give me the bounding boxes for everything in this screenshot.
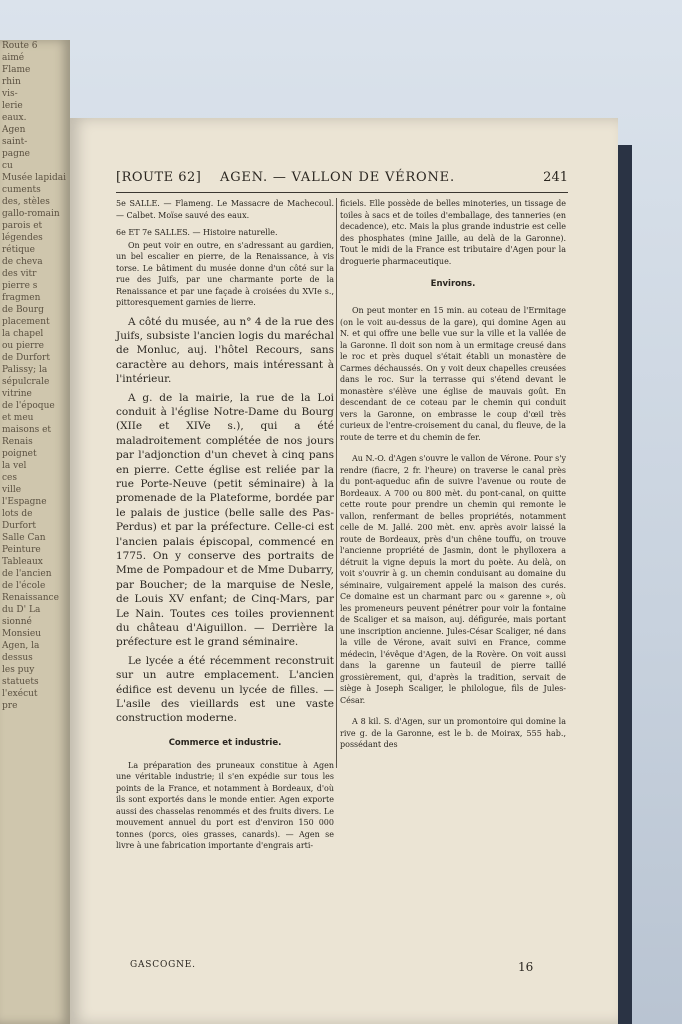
left-page-fragment: de Durfort <box>2 353 50 363</box>
left-page-fragment: rétique <box>2 245 36 255</box>
column-divider <box>336 198 337 768</box>
left-page-fragment: légendes <box>2 233 43 243</box>
left-page-fragment: lots de <box>2 509 33 519</box>
left-page <box>0 40 70 1024</box>
paragraph: ficiels. Elle possède de belles minoteries, un tissage de toiles à sacs et de toiles d'emballage, des tanneries (en decadence), etc. Mais la plus grande industrie est celle des phosphates (mine Jaille, au delà de la Garonne). Tout le midi de la France est tributaire d'Agen pour la droguerie pharmaceutique. <box>340 199 566 266</box>
paragraph: On peut monter en 15 min. au coteau de l'Ermitage (on le voit au-dessus de la gare), qui domine Agen au N. et qui offre une belle vue sur la ville et la vallée de la Garonne. Il doit son nom à un ermitage creusé dans le roc et près duquel s'était établi un monastère de Carmes déchaussés. On y voit deux chapelles creusées dans le roc. Sur la terrasse qui s'étend devant le monastère s'élève une église de mauvais goût. En descendant de ce coteau par le chemin qui conduit vers la Garonne, on embrasse le coup d'œil très curieux de l'entre-croisement du canal, du fleuve, de la route de terre et du chemin de fer. <box>340 306 566 442</box>
left-page-fragment: cu <box>2 161 13 171</box>
left-page-fragment: gallo-romain <box>2 209 60 219</box>
left-page-fragment: rhin <box>2 77 21 87</box>
left-page-fragment: Musée lapidai <box>2 173 67 183</box>
left-page-fragment: aimé <box>2 53 25 63</box>
left-page-fragment: pre <box>2 701 18 711</box>
left-page-fragment: ces <box>2 473 17 483</box>
left-page-fragment: ou pierre <box>2 341 44 351</box>
left-page-fragment: Monsieu <box>2 629 42 639</box>
left-page-fragment: sépulcrale <box>2 377 50 387</box>
left-page-fragment: dessus <box>2 653 33 663</box>
paragraph: La préparation des pruneaux constitue à Agen une véritable industrie; il s'en expédie sur tous les points de la France, et notamment à Bordeaux, d'où ils sont exportés dans le monde entier. Agen exporte aussi des chasselas renommés et des fruits divers. Le mouvement annuel du port est d'environ 150 000 tonnes (porcs, oies grasses, canards). — Agen se livre à une fabrication importante d'engrais arti- <box>116 760 334 851</box>
left-page-fragment: de l'ancien <box>2 569 52 579</box>
left-page-fragment: l'exécut <box>2 689 38 699</box>
left-page-fragment: des vitr <box>2 269 37 279</box>
left-page-fragment: l'Espagne <box>2 497 47 507</box>
left-page-fragment: Flame <box>2 65 31 75</box>
left-page-fragment: Agen, la <box>2 641 40 651</box>
left-page-fragment: Tableaux <box>2 557 43 567</box>
left-page-fragment: Durfort <box>2 521 36 531</box>
left-page-fragment: Route 6 <box>2 41 38 51</box>
left-page-fragment: de Bourg <box>2 305 44 315</box>
left-page-fragment: parois et <box>2 221 43 231</box>
left-page-fragment: vis- <box>2 89 18 99</box>
left-page-fragment: sionné <box>2 617 32 627</box>
left-page-fragment: Renais <box>2 437 33 447</box>
paragraph: On peut voir en outre, en s'adressant au gardien, un bel escalier en pierre, de la Renaissance, à vis torse. Le bâtiment du musée donne d'un côté sur la rue des Juifs, par une charmante porte de la Renaissance et par une façade à croisées du XVIe s., pittoresquement garnies de lierre. <box>116 240 334 307</box>
left-page-fragment: fragmen <box>2 293 41 303</box>
footer-signature: 16 <box>518 960 534 974</box>
left-page-fragment: pagne <box>2 149 31 159</box>
page-number: 241 <box>543 170 568 185</box>
left-page-fragment: les puy <box>2 665 35 675</box>
left-page-fragment: ville <box>2 485 22 495</box>
paragraph: Le lycée a été récemment reconstruit sur un autre emplacement. L'ancien édifice est devenu un lycée de filles. — L'asile des vieillards est une vaste construction moderne. <box>116 654 334 725</box>
book-page <box>70 118 618 1024</box>
left-page-fragment: des, stèles <box>2 197 50 207</box>
left-page-fragment: Palissy; la <box>2 365 48 375</box>
left-page-fragment: du D' La <box>2 605 41 615</box>
paragraph: Au N.-O. d'Agen s'ouvre le vallon de Vérone. Pour s'y rendre (fiacre, 2 fr. l'heure) on traverse le canal près du pont-aqueduc afin de suivre l'avenue ou route de Bordeaux. A 700 ou 800 mèt. du pont-canal, on quitte cette route pour prendre un chemin qui remonte le vallon, renfermant de belles propriétés, notamment celle de M. Jallé. 200 mèt. env. après avoir laissé la route de Bordeaux, près d'un chêne touffu, on trouve l'ancienne propriété de Jasmin, dont le phylloxera a détruit la vigne depuis la mort du poète. Au delà, on voit s'ouvrir à g. un chemin conduisant au domaine du séminaire, vulgairement appelé la maison des curés. Ce domaine est un charmant parc ou « garenne », où les promeneurs peuvent pénétrer pour voir la fontaine de Scaliger et sa maison, auj. défigurée, mais portant une inscription ancienne. Jules-César Scaliger, né dans la ville de Vérone, avait suivi en France, comme médecin, l'évêque d'Agen, de la Rovère. On voit aussi dans la garenne un fauteuil de pierre taillé grossièrement, qui, d'après la tradition, servait de siège à Joseph Scaliger, le philologue, fils de Jules-César. <box>340 454 566 705</box>
left-column <box>116 198 334 858</box>
left-page-fragment: Peinture <box>2 545 41 555</box>
left-page-fragment: de l'époque <box>2 401 55 411</box>
left-page-fragment: statuets <box>2 677 39 687</box>
paragraph: A côté du musée, au n° 4 de la rue des Juifs, subsiste l'ancien logis du maréchal de Monluc, auj. l'hôtel Recours, sans caractère au dehors, mais intéressant à l'intérieur. <box>116 315 334 386</box>
section-heading: Commerce et industrie. <box>168 737 282 748</box>
left-page-fragment: la chapel <box>2 329 44 339</box>
left-page-fragment: saint- <box>2 137 28 147</box>
left-page-fragment: eaux. <box>2 113 27 123</box>
left-page-fragment: Agen <box>2 125 26 135</box>
left-page-fragment: pierre s <box>2 281 38 291</box>
left-page-fragment: poignet <box>2 449 37 459</box>
left-page-fragment: placement <box>2 317 50 327</box>
paragraph: A 8 kil. S. d'Agen, sur un promontoire qui domine la rive g. de la Garonne, est le b. de Moirax, 555 hab., possédant des <box>340 717 566 749</box>
left-page-fragment: vitrine <box>2 389 32 399</box>
left-page-fragment: de cheva <box>2 257 43 267</box>
left-page-fragment: la vel <box>2 461 27 471</box>
left-page-fragment: maisons et <box>2 425 52 435</box>
section-heading: Environs. <box>430 279 476 289</box>
paragraph: 5e SALLE. — Flameng. Le Massacre de Machecoul. — Calbet. Moïse sauvé des eaux. <box>116 199 334 220</box>
left-page-fragment: cuments <box>2 185 41 195</box>
paragraph: A g. de la mairie, la rue de la Loi conduit à l'église Notre-Dame du Bourg (XIIe et XIVe s.), qui a été maladroitement complétée de nos jours par l'adjonction d'un chevet à cinq pans en pierre. Cette église est reliée par la rue Porte-Neuve (petit séminaire) à la promenade de la Plateforme, bordée par le palais de justice (belle salle des Pas-Perdus) et par la préfecture. Celle-ci est l'ancien palais épiscopal, commencé en 1775. On y conserve des portraits de Mme de Pompadour et de Mme Dubarry, par Boucher; de la marquise de Nesle, de Louis XV enfant; de Cinq-Mars, par Le Nain. Toutes ces toiles proviennent du château d'Aiguillon. — Derrière la préfecture est le grand séminaire. <box>116 391 334 649</box>
left-page-fragment: lerie <box>2 101 23 111</box>
left-page-fragment: de l'école <box>2 581 46 591</box>
left-page-fragment: Renaissance <box>2 593 59 603</box>
route-label: [ROUTE 62] <box>116 170 202 185</box>
footer-region: GASCOGNE. <box>130 960 196 970</box>
left-page-fragment: et meu <box>2 413 34 423</box>
left-page-fragment: Salle Can <box>2 533 46 543</box>
running-head <box>116 170 568 193</box>
page-title: AGEN. — VALLON DE VÉRONE. <box>220 170 455 185</box>
right-column <box>340 198 566 757</box>
paragraph: 6e ET 7e SALLES. — Histoire naturelle. <box>116 228 278 237</box>
